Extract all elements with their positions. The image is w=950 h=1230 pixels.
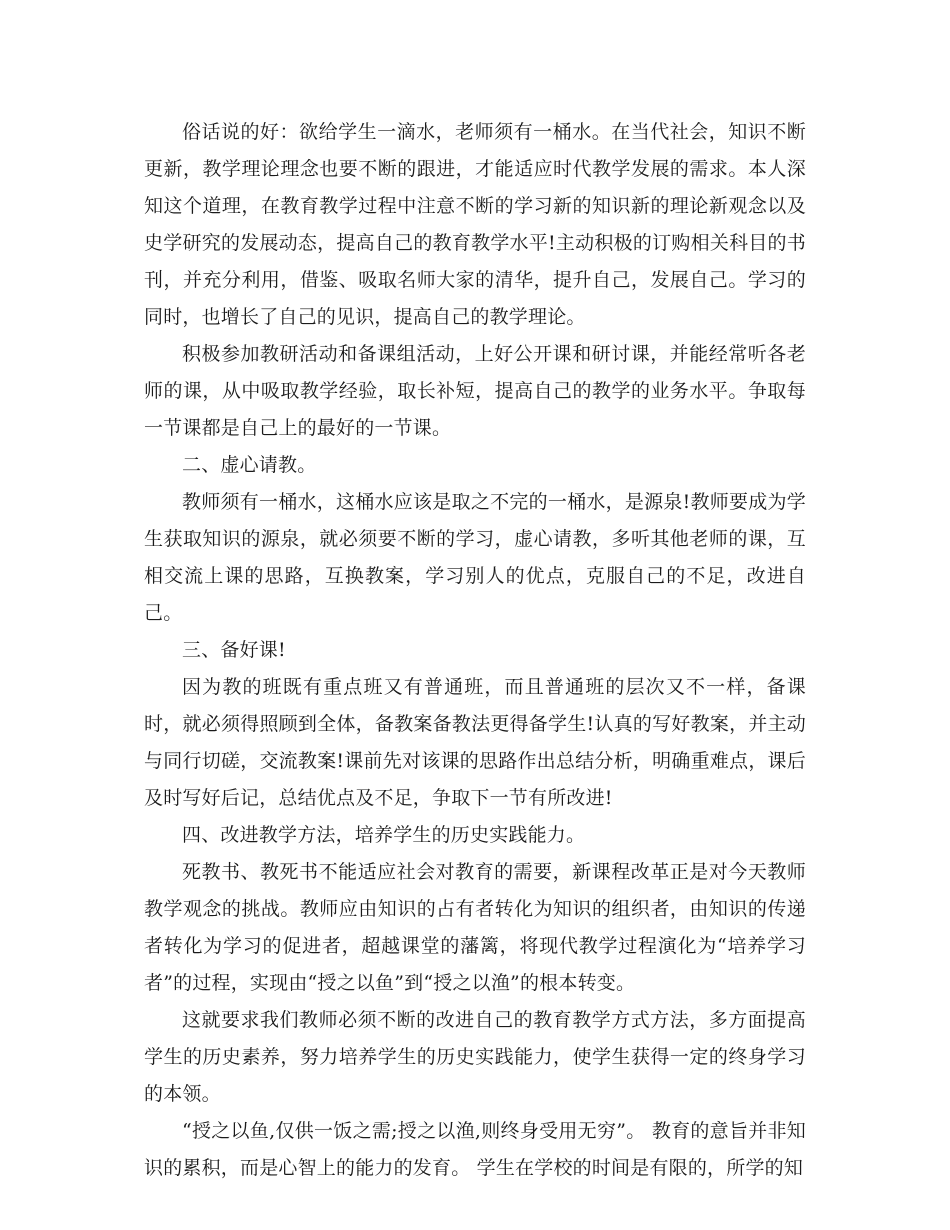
section-heading-lesson-prep: 三、备好课!: [182, 639, 286, 661]
paragraph-humble-inquiry: 教师须有一桶水，这桶水应该是取之不完的一桶水，是源泉!教师要成为学生获取知识的源泉，就必须要不断的学习，虚心请教，多听其他老师的课，互相交流上课的思路，互换教案，学习别人的优点，克服自己的不足，改进自己。: [144, 491, 806, 624]
section-heading-teaching-methods: 四、改进教学方法，培养学生的历史实践能力。: [182, 824, 586, 846]
paragraph-teaching-methods: 死教书、教死书不能适应社会对教育的需要，新课程改革正是对今天教师教学观念的挑战。教师应由知识的占有者转化为知识的组织者，由知识的传递者转化为学习的促进者，超越课堂的藩篱，将现代教学过程演化为“培养学习者”的过程，实现由“授之以鱼”到“授之以渔”的根本转变。: [144, 861, 806, 994]
paragraph-teaching-research: 积极参加教研活动和备课组活动，上好公开课和研讨课，并能经常听各老师的课，从中吸取教学经验，取长补短，提高自己的教学的业务水平。争取每一节课都是自己上的最好的一节课。: [144, 343, 806, 439]
paragraph-improve-methods: 这就要求我们教师必须不断的改进自己的教育教学方式方法，多方面提高学生的历史素养，努力培养学生的历史实践能力，使学生获得一定的终身学习的本领。: [144, 1009, 806, 1105]
paragraph-learning: 俗话说的好：欲给学生一滴水，老师须有一桶水。在当代社会，知识不断更新，教学理论理念也要不断的跟进，才能适应时代教学发展的需求。本人深知这个道理，在教育教学过程中注意不断的学习新的知识新的理论新观念以及史学研究的发展动态，提高自己的教育教学水平!主动积极的订购相关科目的书刊，并充分利用，借鉴、吸取名师大家的清华，提升自己，发展自己。学习的同时，也增长了自己的见识，提高自己的教学理论。: [144, 121, 806, 328]
section-heading-humble-inquiry: 二、虚心请教。: [182, 454, 317, 476]
document-body: [144, 114, 806, 1187]
paragraph-teach-to-fish: “授之以鱼,仅供一饭之需;授之以渔,则终身受用无穷”。 教育的意旨并非知识的累积，而是心智上的能力的发育。 学生在学校的时间是有限的，所学的知: [144, 1120, 806, 1179]
paragraph-lesson-prep: 因为教的班既有重点班又有普通班，而且普通班的层次又不一样，备课时，就必须得照顾到全体，备教案备教法更得备学生!认真的写好教案，并主动与同行切磋，交流教案!课前先对该课的思路作出总结分析，明确重难点，课后及时写好后记，总结优点及不足，争取下一节有所改进!: [144, 676, 806, 809]
